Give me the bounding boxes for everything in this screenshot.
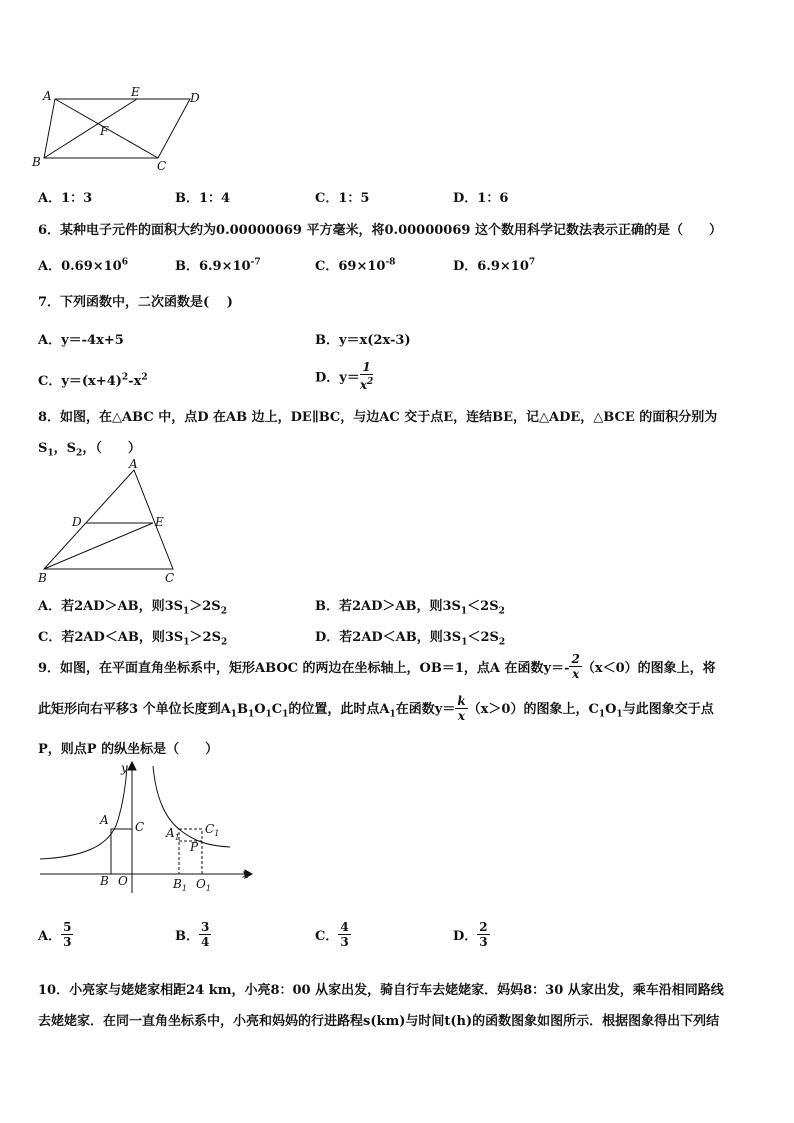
figure-parallelogram xyxy=(30,82,210,172)
label-C: C xyxy=(135,820,145,834)
q9-option-b[interactable]: B． $\frac{3}{4}$ xyxy=(175,920,210,949)
q8-option-a[interactable]: A．若2AD＞AB，则$3S_1>2S_2$ xyxy=(38,599,227,617)
label-E: E xyxy=(131,85,140,99)
q7-question: 7．下列函数中，二次函数是( ) xyxy=(38,295,233,310)
label-D: D xyxy=(190,91,200,105)
label-C: C xyxy=(165,571,175,585)
q8-option-d[interactable]: D．若2AD＜AB，则$3S_1<2S_2$ xyxy=(315,630,506,648)
label-B: B xyxy=(32,155,41,169)
q6-option-b[interactable]: B．$6.9\times 10^{-7}$ xyxy=(175,257,261,274)
q5-option-c[interactable]: C．1：5 xyxy=(315,191,370,206)
q8-question-line2: $S_1$，$S_2$，（ ） xyxy=(38,441,141,459)
q5-option-a[interactable]: A．1：3 xyxy=(38,191,93,206)
q8-option-c[interactable]: C．若2AD＜AB，则$3S_1>2S_2$ xyxy=(38,630,228,648)
q10-question-line1: 10．小亮家与姥姥家相距24 km，小亮8：00 从家出发，骑自行车去姥姥家．妈妈8：30 从家出发，乘车沿相同路线 xyxy=(38,983,724,998)
q5-option-b[interactable]: B．1：4 xyxy=(175,191,231,206)
q9-question-line1: 9．如图，在平面直角坐标系中，矩形ABOC 的两边在坐标轴上，OB＝1，点A 在函数y＝- $\frac{2}{x}$ （x＜0）的图象上，将 xyxy=(38,652,716,681)
label-B: B xyxy=(38,571,47,585)
figure-triangle xyxy=(30,456,190,586)
label-x: x xyxy=(242,867,249,881)
label-E: E xyxy=(155,515,164,529)
q7-option-d[interactable]: D．y＝ $\frac{1}{x^2}$ xyxy=(315,360,374,392)
q8-question-line1: 8．如图，在△ABC 中，点D 在AB 边上，DE∥BC，与边AC 交于点E，连结BE，记△ADE，△BCE 的面积分别为 xyxy=(38,410,718,425)
label-C: C xyxy=(157,159,167,172)
label-B1: $B_1$ xyxy=(173,877,187,893)
q9-question-line3: P，则点P 的纵坐标是（ ） xyxy=(38,742,219,757)
q6-option-d[interactable]: D．$6.9\times 10^7$ xyxy=(453,257,536,274)
label-A1: $A_1$ xyxy=(166,826,180,842)
q9-option-c[interactable]: C． $\frac{4}{3}$ xyxy=(315,920,349,949)
q6-option-a[interactable]: A．$0.69\times 10^6$ xyxy=(38,257,128,274)
label-C1: $C_1$ xyxy=(205,822,220,838)
label-y: y xyxy=(121,761,128,775)
q7-option-b[interactable]: B．y＝x(2x-3) xyxy=(315,333,411,348)
label-A: A xyxy=(43,89,52,103)
q5-option-d[interactable]: D．1：6 xyxy=(453,191,509,206)
label-A: A xyxy=(129,457,138,471)
label-P: P xyxy=(190,840,199,854)
q6-question: 6．某种电子元件的面积大约为0.00000069 平方毫米，将0.00000069 这个数用科学记数法表示正确的是（ ） xyxy=(38,223,722,238)
label-A: A xyxy=(100,813,109,827)
q6-option-c[interactable]: C．$69\times 10^{-8}$ xyxy=(315,257,396,274)
label-B: B xyxy=(100,874,109,888)
q7-option-a[interactable]: A．y＝-4x+5 xyxy=(38,333,124,348)
q9-option-d[interactable]: D． $\frac{2}{3}$ xyxy=(453,920,488,949)
figure-coordinate xyxy=(30,758,260,898)
label-D: D xyxy=(72,515,82,529)
q9-question-line2: 此矩形向右平移3 个单位长度到$A_1B_1O_1C_1$的位置，此时点$A_1$在函数y＝ $\frac{k}{x}$ （x＞0）的图象上，$C_1O_1$与此图象交于点 xyxy=(38,694,714,723)
label-O: O xyxy=(118,874,128,888)
q10-question-line2: 去姥姥家．在同一直角坐标系中，小亮和妈妈的行进路程s(km)与时间t(h)的函数图象如图所示．根据图象得出下列结 xyxy=(38,1014,720,1029)
label-F: F xyxy=(100,124,109,138)
q7-option-c[interactable]: C．$y=(x+4)^2-x^2$ xyxy=(38,372,148,389)
label-O1: $O_1$ xyxy=(196,877,211,893)
q9-option-a[interactable]: A． $\frac{5}{3}$ xyxy=(38,920,72,949)
q8-option-b[interactable]: B．若2AD＞AB，则$3S_1<2S_2$ xyxy=(315,599,505,617)
